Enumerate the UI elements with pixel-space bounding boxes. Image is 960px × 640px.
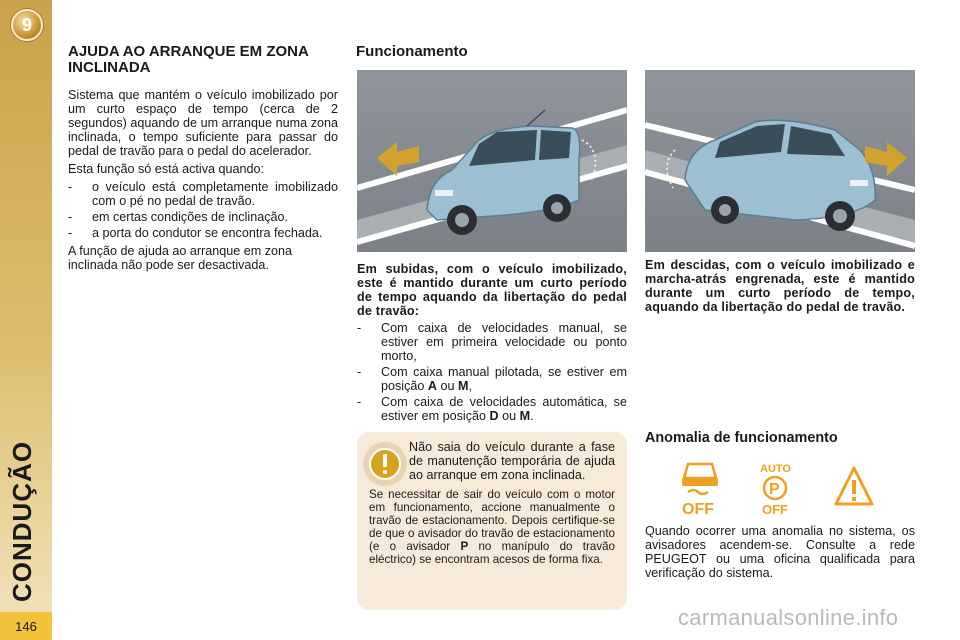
section-label: CONDUÇÃO xyxy=(7,440,37,602)
intro-paragraph: Sistema que mantém o veículo imobilizado por um curto espaço de tempo (cerca de 2 segundos) aquando de um arranque numa zona inclinada, o tempo suficiente para passar do pedal de travão para o pedal do acelerador. xyxy=(68,88,338,158)
fault-description: Quando ocorrer uma anomalia no sistema, os avisadores acendem-se. Consulte a rede PEUGEOT ou uma oficina qualificada para verificação do sistema. xyxy=(645,524,915,580)
uphill-description xyxy=(357,262,627,427)
downhill-car-illustration xyxy=(645,70,915,252)
warning-triangle-icon xyxy=(836,468,872,504)
main-title: AJUDA AO ARRANQUE EM ZONA INCLINADA xyxy=(68,43,309,76)
page-number: 146 xyxy=(0,612,52,640)
auto-park-off-icon xyxy=(760,463,791,516)
watermark: carmanualsonline.info xyxy=(678,605,899,630)
chapter-number-badge xyxy=(11,9,43,41)
warning-box xyxy=(357,432,627,610)
chapter-number: 9 xyxy=(21,14,32,35)
list-item: - Com caixa de velocidades manual, se estiver em primeira velocidade ou ponto morto, xyxy=(357,321,627,363)
icon2-letter: P xyxy=(769,481,780,498)
chapter-sidebar xyxy=(0,0,52,640)
hill-start-column xyxy=(68,44,338,276)
downhill-description xyxy=(645,258,915,317)
fault-title: Anomalia de funcionamento xyxy=(645,430,838,446)
warning-lead: Não saia do veículo durante a fase de manutenção temporária de ajuda ao arranque em zona inclinada. xyxy=(409,440,615,482)
list-item: - a porta do condutor se encontra fechada. xyxy=(68,226,338,240)
condition-lead: Esta função só está activa quando: xyxy=(68,162,265,176)
icon1-label: OFF xyxy=(682,501,714,516)
deactivation-note: A função de ajuda ao arranque em zona inclinada não pode ser desactivada. xyxy=(68,244,293,272)
fault-indicator-icons xyxy=(680,460,880,516)
uphill-car-illustration xyxy=(357,70,627,252)
hill-assist-off-icon xyxy=(682,464,718,516)
list-item: - Com caixa manual pilotada, se estiver em posição A ou M, xyxy=(357,365,627,393)
fault-icons-svg xyxy=(680,460,880,516)
list-item: - Com caixa de velocidades automática, se estiver em posição D ou M. xyxy=(357,395,627,423)
operation-column xyxy=(356,44,628,60)
exclamation-icon xyxy=(363,442,407,486)
icon2-top: AUTO xyxy=(760,463,791,475)
uphill-list xyxy=(357,321,627,423)
warning-body: Se necessitar de sair do veículo com o motor em funcionamento, accione manualmente o travão de estacionamento. Depois certifique-se de que o avisador do travão de estacionamento (e o avisador P no manípulo do travão eléctrico) se encontram acesos de forma fixa. xyxy=(369,488,616,566)
list-item: - em certas condições de inclinação. xyxy=(68,210,338,224)
uphill-lead: Em subidas, com o veículo imobilizado, este é mantido durante um curto período de tempo aquando da libertação do pedal de travão: xyxy=(357,262,627,318)
downhill-lead: Em descidas, com o veículo imobilizado e marcha-atrás engrenada, este é mantido durante um curto período de tempo, aquando da libertação do pedal de travão. xyxy=(645,258,915,314)
list-item: - o veículo está completamente imobilizado com o pé no pedal de travão. xyxy=(68,180,338,208)
operation-title: Funcionamento xyxy=(356,43,468,60)
icon2-label: OFF xyxy=(762,502,788,516)
condition-list xyxy=(68,180,338,240)
